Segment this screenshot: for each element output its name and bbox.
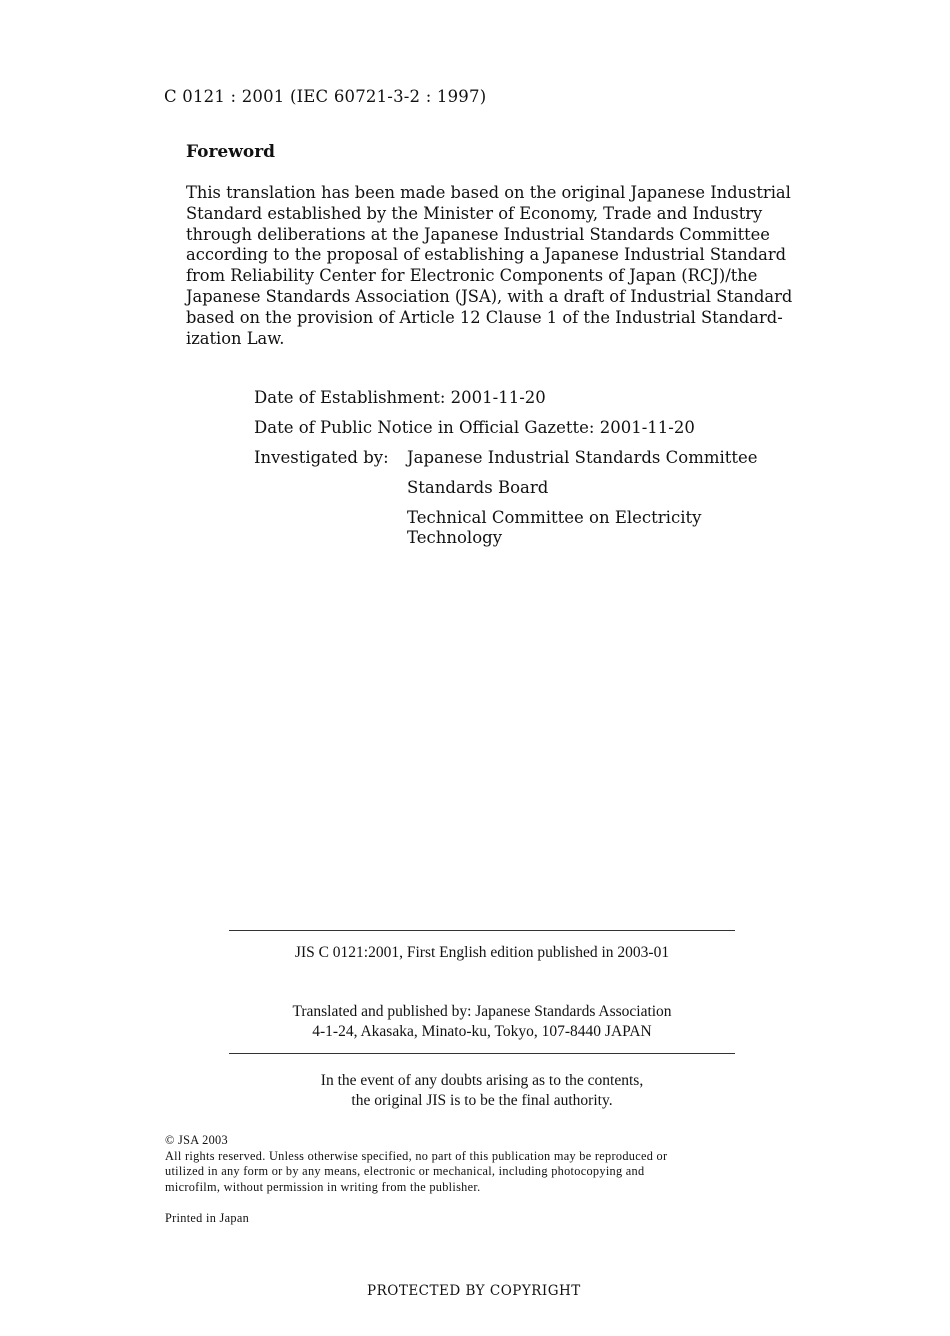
bottom-divider xyxy=(229,1053,735,1054)
foreword-line: through deliberations at the Japanese Industrial Standards Committee xyxy=(186,224,770,244)
copyright-footer-mark: PROTECTED BY COPYRIGHT xyxy=(367,1283,581,1299)
authority-note xyxy=(229,1071,735,1110)
investigated-board: Standards Board xyxy=(407,478,549,497)
foreword-line: from Reliability Center for Electronic Components of Japan (RCJ)/the xyxy=(186,266,758,286)
authority-line: In the event of any doubts arising as to the contents, xyxy=(320,1072,644,1089)
printed-in-text: Printed in Japan xyxy=(165,1211,250,1225)
investigated-technical-committee-cont: Technology xyxy=(407,528,503,547)
date-of-establishment: Date of Establishment: 2001-11-20 xyxy=(254,388,546,407)
publisher-address: 4-1-24, Akasaka, Minato-ku, Tokyo, 107-8440 JAPAN xyxy=(312,1022,652,1040)
foreword-line: ization Law. xyxy=(186,328,285,348)
foreword-line: This translation has been made based on the original Japanese Industrial xyxy=(186,183,791,202)
edition-line xyxy=(229,943,735,963)
foreword-line: Standard established by the Minister of Economy, Trade and Industry xyxy=(186,203,763,223)
copyright-holder: © JSA 2003 xyxy=(165,1133,228,1147)
foreword-line: Japanese Standards Association (JSA), with a draft of Industrial Standard xyxy=(186,286,793,306)
investigated-by-label: Investigated by: xyxy=(254,448,389,467)
document-code: C 0121 : 2001 (IEC 60721-3-2 : 1997) xyxy=(164,87,487,106)
rights-line: microfilm, without permission in writing from the publisher. xyxy=(165,1179,481,1194)
foreword-line: according to the proposal of establishing a Japanese Industrial Standard xyxy=(186,245,787,265)
top-divider xyxy=(229,930,735,931)
date-of-public-notice: Date of Public Notice in Official Gazette: 2001-11-20 xyxy=(254,418,695,437)
authority-line: the original JIS is to be the final authority. xyxy=(351,1091,613,1109)
rights-line: utilized in any form or by any means, electronic or mechanical, including photocopying and xyxy=(165,1164,645,1178)
foreword-line: based on the provision of Article 12 Clause 1 of the Industrial Standard- xyxy=(186,307,783,327)
publisher-block xyxy=(229,1002,735,1041)
edition-text: JIS C 0121:2001, First English edition published in 2003-01 xyxy=(294,944,670,961)
foreword-paragraph xyxy=(186,183,792,349)
printed-in xyxy=(165,1211,249,1227)
rights-line: All rights reserved. Unless otherwise specified, no part of this publication may be reproduced or xyxy=(165,1148,668,1163)
investigated-technical-committee: Technical Committee on Electricity xyxy=(407,508,702,527)
publisher-line: Translated and published by: Japanese Standards Association xyxy=(292,1003,672,1020)
foreword-heading: Foreword xyxy=(186,142,276,162)
copyright-block xyxy=(165,1133,667,1195)
investigated-committee: Japanese Industrial Standards Committee xyxy=(407,448,758,467)
